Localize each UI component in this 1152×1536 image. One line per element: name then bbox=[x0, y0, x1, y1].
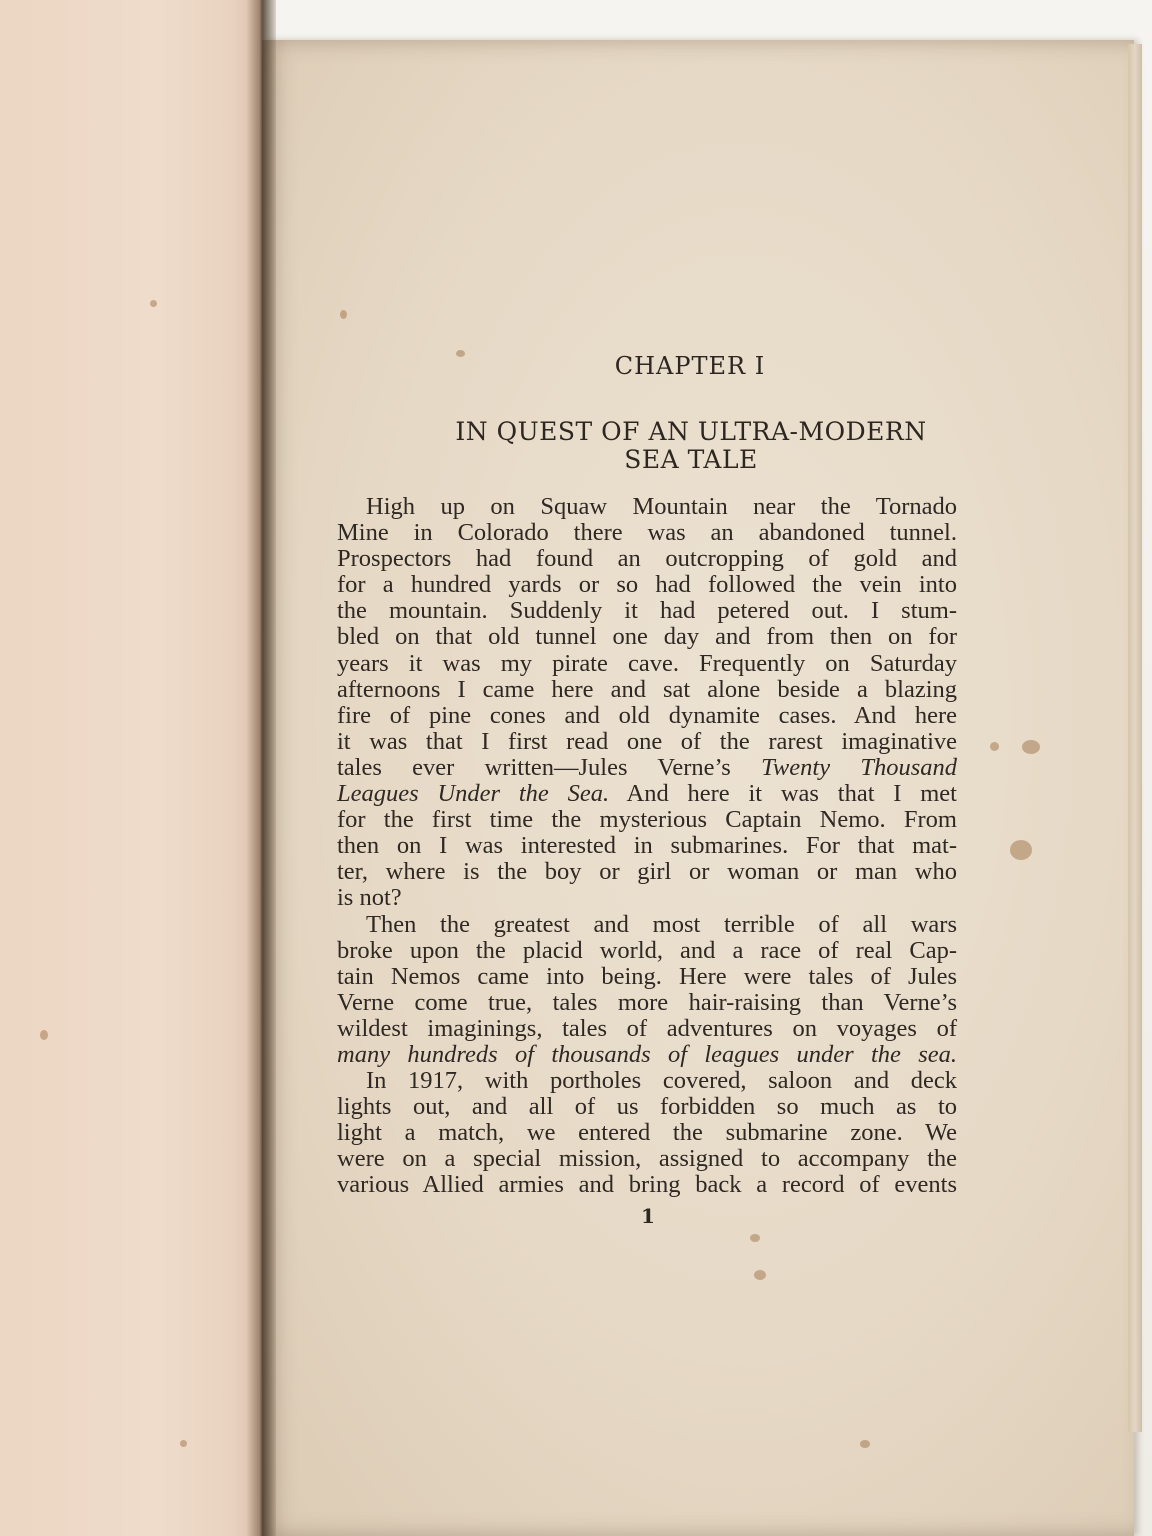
body-text bbox=[337, 494, 957, 1199]
text-line: Mine in Colorado there was an abandoned tunnel. bbox=[337, 519, 957, 547]
page-number: 1 bbox=[641, 1204, 655, 1228]
foxing-spot bbox=[150, 300, 157, 307]
chapter-title-line-2: SEA TALE bbox=[624, 445, 758, 474]
foxing-spot bbox=[754, 1270, 766, 1280]
foxing-spot bbox=[990, 742, 999, 751]
italic-book-title: Leagues Under the Sea. bbox=[337, 780, 610, 808]
text-line: it was that I first read one of the rarest imaginative bbox=[337, 727, 957, 755]
text-line: then on I was interested in submarines. For that mat- bbox=[337, 832, 957, 860]
text-line: for a hundred yards or so had followed the vein into bbox=[337, 571, 957, 599]
text-line bbox=[337, 1042, 957, 1068]
text-line: years it was my pirate cave. Frequently on Saturday bbox=[337, 649, 957, 677]
italic-book-title: Twenty Thousand bbox=[761, 753, 958, 781]
foxing-spot bbox=[1022, 740, 1040, 754]
foxing-spot bbox=[1010, 840, 1032, 860]
text-fragment: And here it was that I met bbox=[609, 780, 957, 808]
text-line: broke upon the placid world, and a race of real Cap- bbox=[337, 936, 957, 964]
italic-text: many hundreds of thousands of leagues under the sea. bbox=[337, 1040, 957, 1068]
foxing-spot bbox=[180, 1440, 187, 1447]
text-line: various Allied armies and bring back a record of events bbox=[337, 1171, 957, 1199]
chapter-title-line-1: IN QUEST OF AN ULTRA-MODERN bbox=[455, 417, 927, 446]
text-line: were on a special mission, assigned to accompany the bbox=[337, 1145, 957, 1173]
text-line: fire of pine cones and old dynamite cases. And here bbox=[337, 701, 957, 729]
text-line: In 1917, with portholes covered, saloon and deck bbox=[366, 1067, 957, 1095]
text-line: Then the greatest and most terrible of all wars bbox=[366, 910, 957, 938]
text-line: Prospectors had found an outcropping of gold and bbox=[337, 545, 957, 573]
text-line: the mountain. Suddenly it had petered out. I stum- bbox=[337, 597, 957, 625]
chapter-label: CHAPTER I bbox=[614, 352, 766, 380]
text-fragment: tales ever written—Jules Verne’s bbox=[337, 753, 762, 781]
text-line bbox=[337, 755, 957, 781]
foxing-spot bbox=[40, 1030, 48, 1040]
text-line: High up on Squaw Mountain near the Tornado bbox=[366, 493, 957, 520]
left-page bbox=[0, 0, 262, 1536]
text-line: wildest imaginings, tales of adventures on voyages of bbox=[337, 1014, 957, 1042]
page-edge bbox=[1128, 44, 1142, 1432]
foxing-spot bbox=[860, 1440, 870, 1448]
text-line: is not? bbox=[337, 884, 402, 912]
foxing-spot bbox=[340, 310, 347, 319]
text-line: tain Nemos came into being. Here were tales of Jules bbox=[337, 962, 957, 990]
chapter-title bbox=[356, 418, 1026, 474]
text-line: lights out, and all of us forbidden so much as to bbox=[337, 1093, 957, 1121]
foxing-spot bbox=[750, 1234, 760, 1242]
text-line bbox=[337, 781, 957, 807]
text-line: for the first time the mysterious Captain Nemo. From bbox=[337, 806, 957, 834]
text-line: ter, where is the boy or girl or woman or man who bbox=[337, 858, 957, 886]
text-line: bled on that old tunnel one day and from then on for bbox=[337, 623, 957, 651]
text-line: light a match, we entered the submarine zone. We bbox=[337, 1119, 957, 1147]
text-line: afternoons I came here and sat alone beside a blazing bbox=[337, 675, 957, 703]
book-gutter bbox=[246, 0, 276, 1536]
text-line: Verne come true, tales more hair-raising than Verne’s bbox=[337, 988, 957, 1016]
